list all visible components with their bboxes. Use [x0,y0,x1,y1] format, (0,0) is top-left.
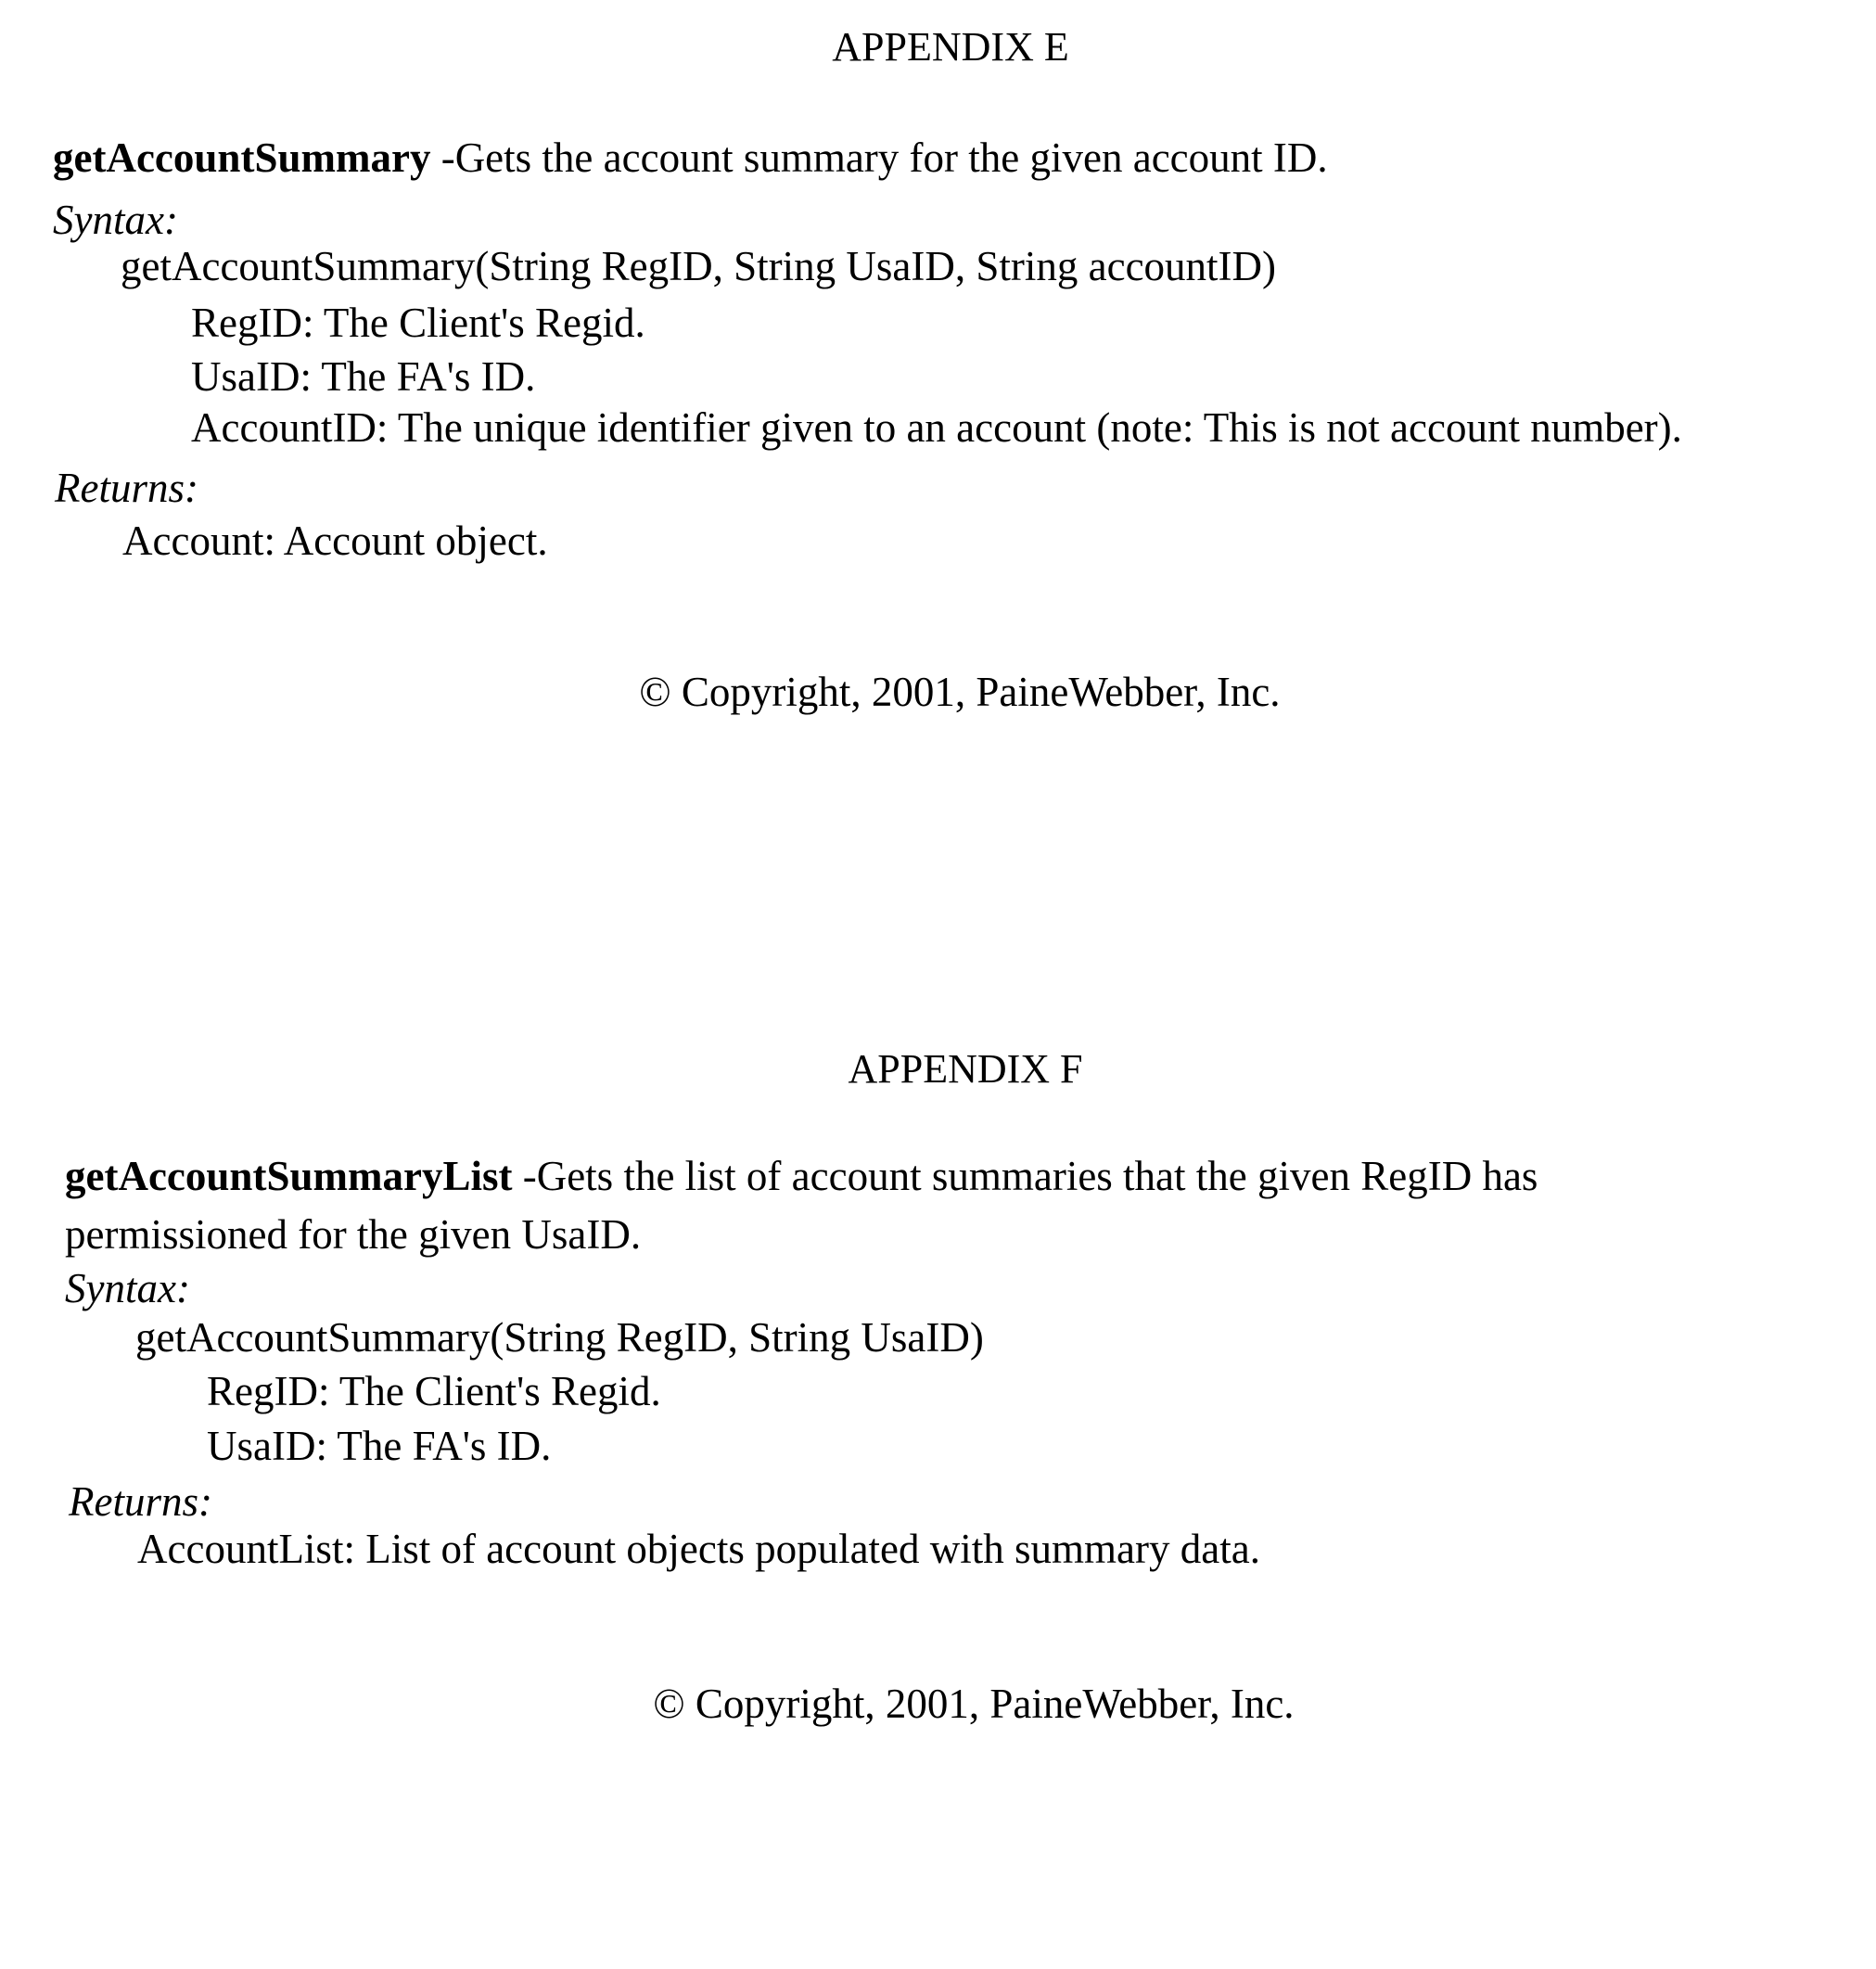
param-regid: RegID: The Client's Regid. [207,1368,661,1414]
method-title [53,134,1328,181]
method-signature: getAccountSummary(String RegID, String UsaID) [135,1314,984,1361]
method-name: getAccountSummary [53,134,430,181]
returns-value: Account: Account object. [122,518,548,564]
method-description-cont: permissioned for the given UsaID. [65,1211,641,1258]
syntax-label: Syntax: [53,197,178,243]
copyright-notice: © Copyright, 2001, PaineWebber, Inc. [639,669,1280,715]
method-description: -Gets the account summary for the given account ID. [430,134,1327,181]
param-usaid: UsaID: The FA's ID. [191,353,535,400]
appendix-f-heading: APPENDIX F [848,1046,1082,1093]
method-description: -Gets the list of account summaries that the given RegID has [512,1153,1538,1199]
param-accountid: AccountID: The unique identifier given to an account (note: This is not account number). [191,404,1682,451]
syntax-label: Syntax: [65,1265,190,1311]
method-signature: getAccountSummary(String RegID, String UsaID, String accountID) [121,243,1276,289]
param-regid: RegID: The Client's Regid. [191,300,645,346]
returns-value: AccountList: List of account objects populated with summary data. [137,1526,1260,1572]
param-usaid: UsaID: The FA's ID. [207,1423,551,1469]
method-name: getAccountSummaryList [65,1153,512,1199]
returns-label: Returns: [55,465,198,511]
appendix-e-heading: APPENDIX E [832,24,1068,70]
returns-label: Returns: [69,1478,212,1525]
method-title [65,1153,1538,1199]
copyright-notice: © Copyright, 2001, PaineWebber, Inc. [653,1681,1294,1727]
